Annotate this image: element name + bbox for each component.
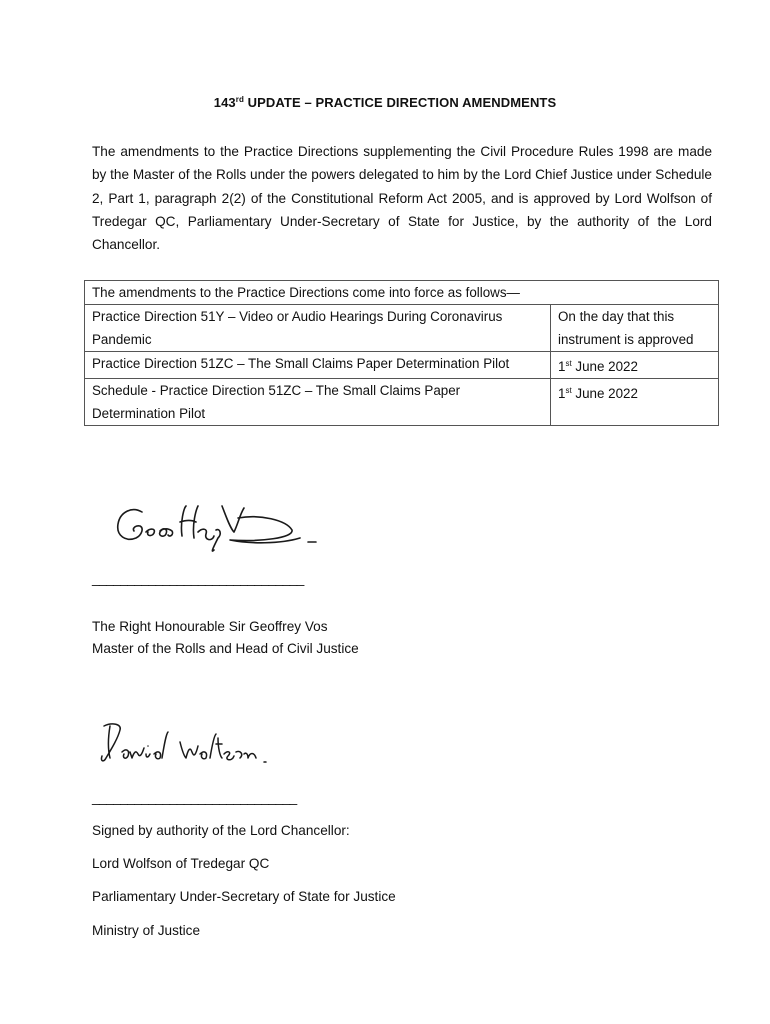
- document-title: [0, 95, 770, 110]
- signature-line-1: ______________________________: [92, 571, 304, 586]
- amendments-table: [84, 280, 719, 426]
- date-cell: [551, 379, 719, 426]
- signature-wolfson: [98, 718, 278, 778]
- date-cell: On the day that this instrument is approved: [551, 305, 719, 352]
- date-month-year: June 2022: [571, 359, 638, 374]
- date-cell: [551, 352, 719, 379]
- title-ordinal-suffix: rd: [235, 95, 244, 104]
- direction-cell: Practice Direction 51Y – Video or Audio Hearings During Coronavirus Pandemic: [85, 305, 551, 352]
- signatory-2-organisation: Ministry of Justice: [92, 923, 201, 938]
- signature-line-2: _____________________________: [92, 790, 297, 805]
- table-row: [85, 305, 719, 352]
- signature-vos: [110, 498, 330, 558]
- authority-statement: Signed by authority of the Lord Chancellor:: [92, 823, 350, 838]
- intro-paragraph: The amendments to the Practice Directions supplementing the Civil Procedure Rules 1998 are made by the Master of the Rolls under the powers delegated to him by the Lord Chief Justice under Schedule 2, Part 1, paragraph 2(2) of the Constitutional Reform Act 2005, and is approved by Lord Wolfson of Tredegar QC, Parliamentary Under-Secretary of State for Justice, by the authority of the Lord Chancellor.: [92, 144, 712, 253]
- date-ordinal-suffix: st: [565, 359, 572, 368]
- direction-cell: Practice Direction 51ZC – The Small Claims Paper Determination Pilot: [85, 352, 551, 379]
- signatory-2-name: Lord Wolfson of Tredegar QC: [92, 856, 270, 871]
- table-header-cell: The amendments to the Practice Directions come into force as follows—: [85, 281, 719, 305]
- signatory-2-role: Parliamentary Under-Secretary of State for Justice: [92, 889, 396, 904]
- table-row: [85, 379, 719, 426]
- signatory-1-role: Master of the Rolls and Head of Civil Justice: [92, 641, 359, 656]
- date-month-year: June 2022: [571, 386, 638, 401]
- direction-cell: Schedule - Practice Direction 51ZC – The Small Claims Paper Determination Pilot: [85, 379, 551, 426]
- signatory-1-name: The Right Honourable Sir Geoffrey Vos: [92, 619, 328, 634]
- table-row: [85, 352, 719, 379]
- date-ordinal-suffix: st: [565, 386, 572, 395]
- date-day: 1: [558, 386, 566, 401]
- date-day: 1: [558, 359, 566, 374]
- table-header-row: [85, 281, 719, 305]
- title-number: 143: [213, 95, 236, 110]
- title-text: UPDATE – PRACTICE DIRECTION AMENDMENTS: [243, 95, 557, 110]
